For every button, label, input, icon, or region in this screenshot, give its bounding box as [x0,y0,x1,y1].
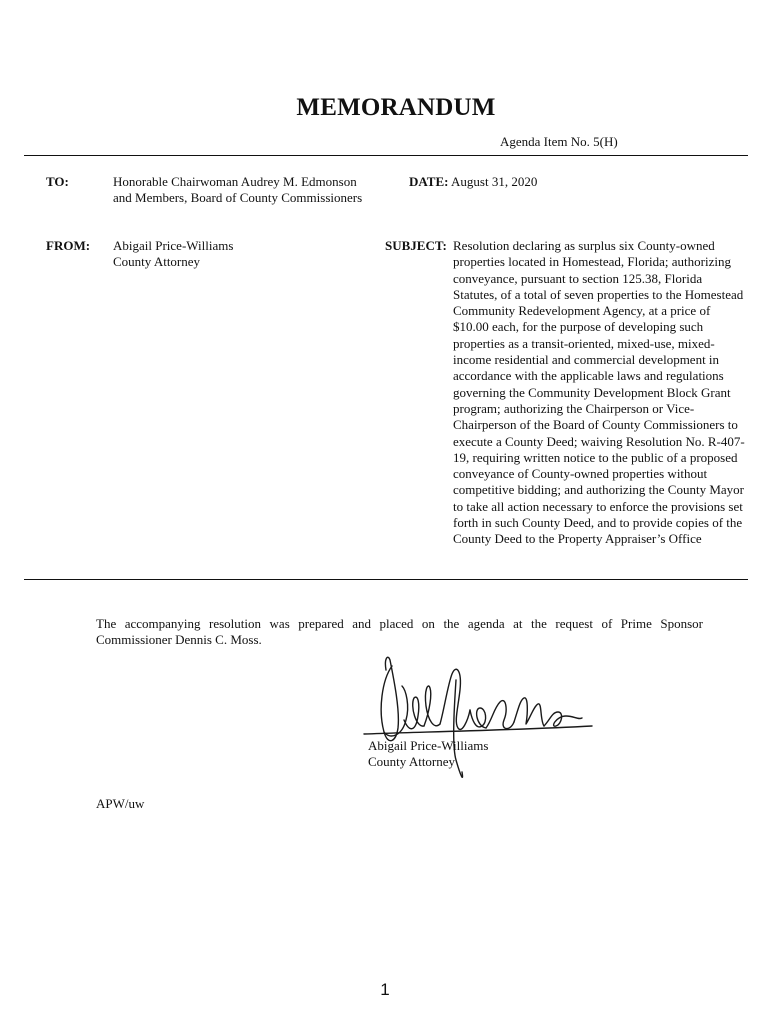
to-line-1: Honorable Chairwoman Audrey M. Edmonson [113,174,357,189]
from-line-1: Abigail Price-Williams [113,238,234,253]
subject-label: SUBJECT: [385,238,447,253]
from-line-2: County Attorney [113,254,201,270]
to-line-2: and Members, Board of County Commissioners [113,190,363,206]
memo-title: MEMORANDUM [296,94,496,121]
reference-initials: APW/uw [96,796,145,811]
subject-text: Resolution declaring as surplus six County-owned properties located in Homestead, Florida; authorizing conveyance, pursuant to section 125.38, Florida Statutes, of a total of seven properties to the Homestead Community Redevelopment Agency, at a price of $10.00 each, for the purpose of developing such properties as a transit-oriented, mixed-use, mixed-income residential and commercial development in accordance with the applicable laws and regulations governing the Community Development Block Grant program; authorizing the Chairperson or Vice-Chairperson of the Board of County Commissioners to execute a County Deed; waiving Resolution No. R-407-19, requiring written notice to the public of a proposed conveyance of County-owned properties without competitive bidding; and authorizing the County Mayor to take all action necessary to enforce the provisions set forth in such County Deed, and to provide copies of the County Deed to the Property Appraiser’s Office [453,238,745,547]
to-label: TO: [46,174,69,189]
from-label: FROM: [46,238,91,253]
agenda-item-number: Agenda Item No. 5(H) [500,134,618,149]
signatory-title: County Attorney [368,754,456,770]
date-field [409,174,537,190]
from-sender [113,238,233,271]
body-paragraph: The accompanying resolution was prepared and placed on the agenda at the request of Prime Sponsor Commissioner Dennis C. Moss. [96,616,703,648]
signatory-name: Abigail Price-Williams [368,738,489,753]
to-recipient [113,174,362,207]
page-number: 1 [380,980,390,999]
signature-name-block [368,738,488,771]
date-value: August 31, 2020 [451,174,538,189]
date-label: DATE: [409,174,449,189]
top-divider [24,155,748,156]
bottom-divider [24,579,748,580]
